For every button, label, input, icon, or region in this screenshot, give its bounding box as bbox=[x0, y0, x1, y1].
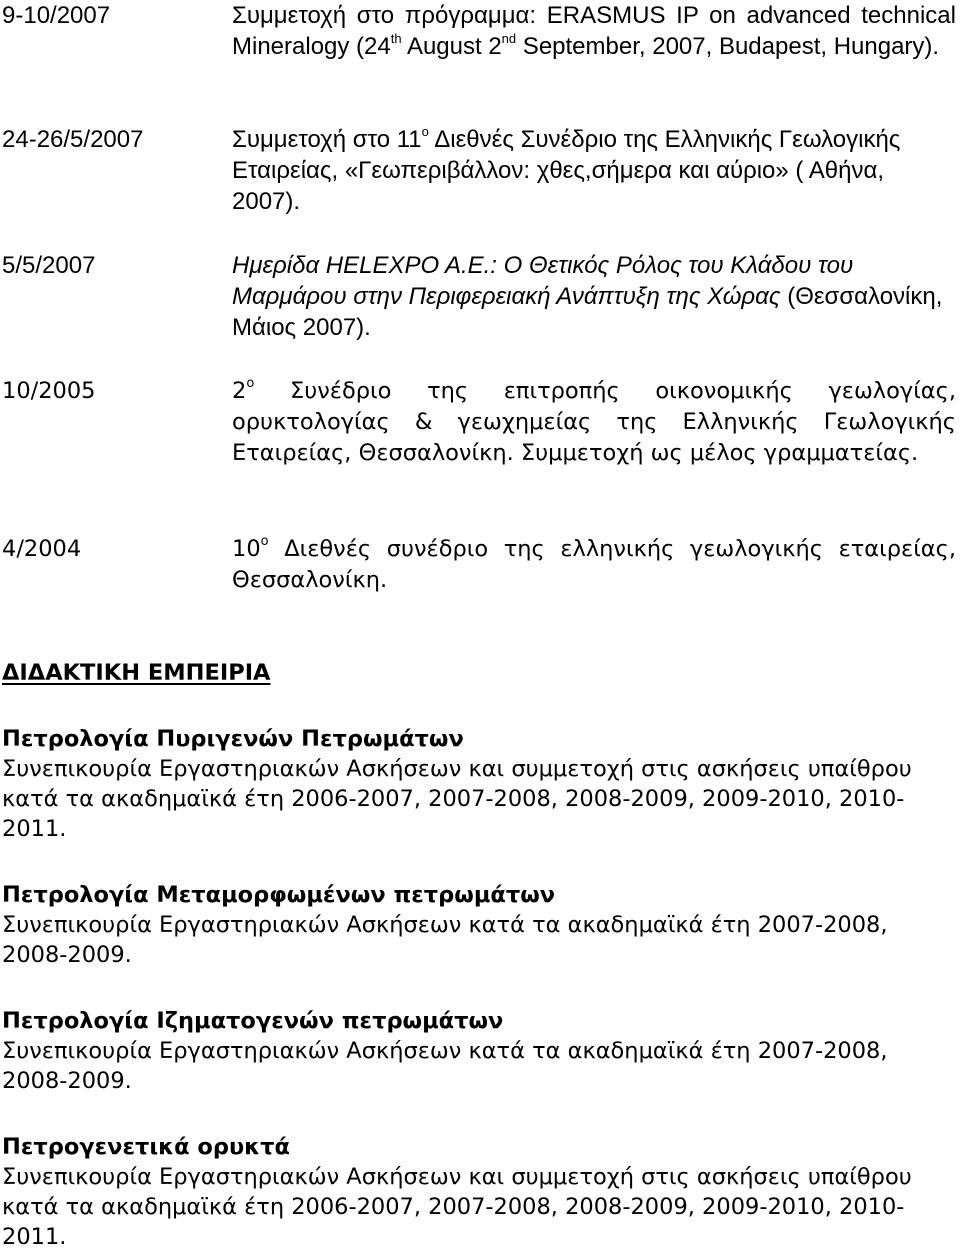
superscript: ο bbox=[246, 376, 255, 391]
course-title: Πετρολογία Πυριγενών Πετρωμάτων bbox=[2, 726, 464, 752]
course-description: Συνεπικουρία Εργαστηριακών Ασκήσεων και συμμετοχή στις ασκήσεις υπαίθρου κατά τα ακαδημαϊκά έτη 2006-2007, 2007-2008, 2008-2009, 2009-2010, 2010-2011. bbox=[2, 756, 912, 842]
superscript: ο bbox=[260, 534, 269, 549]
course-title: Πετρολογία Ιζηματογενών πετρωμάτων bbox=[2, 1008, 504, 1034]
entry-text: (Θεσσαλονίκη, Μάιος 2007). bbox=[232, 283, 943, 341]
entry-text: Συνέδριο της επιτροπής οικονομικής γεωλογίας, ορυκτολογίας & γεωχημείας της Ελληνικής Γεωλογικής Εταιρείας, Θεσσαλονίκη. Συμμετοχή ως μέλος γραμματείας. bbox=[232, 378, 956, 466]
course-description: Συνεπικουρία Εργαστηριακών Ασκήσεων κατά τα ακαδημαϊκά έτη 2007-2008, 2008-2009. bbox=[2, 1038, 888, 1094]
entry-description bbox=[232, 0, 956, 62]
course-description: Συνεπικουρία Εργαστηριακών Ασκήσεων κατά τα ακαδημαϊκά έτη 2007-2008, 2008-2009. bbox=[2, 912, 888, 968]
superscript: th bbox=[390, 31, 402, 46]
entry-description bbox=[232, 124, 956, 217]
entry-text: September, 2007, Budapest, Hungary). bbox=[516, 33, 940, 60]
entry-date: 4/2004 bbox=[2, 536, 82, 562]
course-title: Πετρογενετικά ορυκτά bbox=[2, 1134, 290, 1160]
course-block bbox=[2, 1132, 954, 1252]
section-title bbox=[2, 658, 270, 689]
course-title: Πετρολογία Μεταμορφωμένων πετρωμάτων bbox=[2, 882, 556, 908]
entry-text: Συμμετοχή στο πρόγραμμα: ERASMUS IP on advanced technical Mineralogy (24 bbox=[232, 2, 956, 60]
entry-text: Διεθνές συνέδριο της ελληνικής γεωλογικής εταιρείας, Θεσσαλονίκη. bbox=[232, 536, 956, 593]
entry-text: Συμμετοχή στο 11 bbox=[232, 126, 422, 153]
section-title-text: ΔΙΔΑΚΤΙΚΗ ΕΜΠΕΙΡΙΑ bbox=[2, 660, 271, 686]
entry-date: 9-10/2007 bbox=[2, 2, 111, 29]
entry-date: 10/2005 bbox=[2, 378, 96, 404]
entry-date: 5/5/2007 bbox=[2, 252, 96, 279]
entry-description bbox=[232, 250, 956, 343]
entry-date: 24-26/5/2007 bbox=[2, 126, 144, 153]
entry-text: 2 bbox=[232, 378, 247, 404]
entry-text: 10 bbox=[232, 536, 261, 562]
course-block bbox=[2, 880, 954, 970]
superscript: nd bbox=[501, 31, 517, 46]
course-description: Συνεπικουρία Εργαστηριακών Ασκήσεων και συμμετοχή στις ασκήσεις υπαίθρου κατά τα ακαδημαϊκά έτη 2006-2007, 2007-2008, 2008-2009, 2009-2010, 2010-2011. bbox=[2, 1164, 912, 1250]
entry-description bbox=[232, 376, 956, 469]
entry-text: August 2 bbox=[401, 33, 502, 60]
entry-text: Διεθνές Συνέδριο της Ελληνικής Γεωλογικής Εταιρείας, «Γεωπεριβάλλον: χθες,σήμερα και αύριο» ( Αθήνα, 2007). bbox=[232, 126, 901, 215]
entry-event-title: Ημερίδα HELEXPO A.E.: Ο Θετικός Ρόλος του Κλάδου του Μαρμάρου στην Περιφερειακή Ανάπτυξη της Χώρας bbox=[232, 252, 854, 310]
superscript: ο bbox=[421, 124, 429, 139]
entry-description bbox=[232, 534, 956, 596]
course-block bbox=[2, 1006, 954, 1096]
course-block bbox=[2, 724, 954, 844]
